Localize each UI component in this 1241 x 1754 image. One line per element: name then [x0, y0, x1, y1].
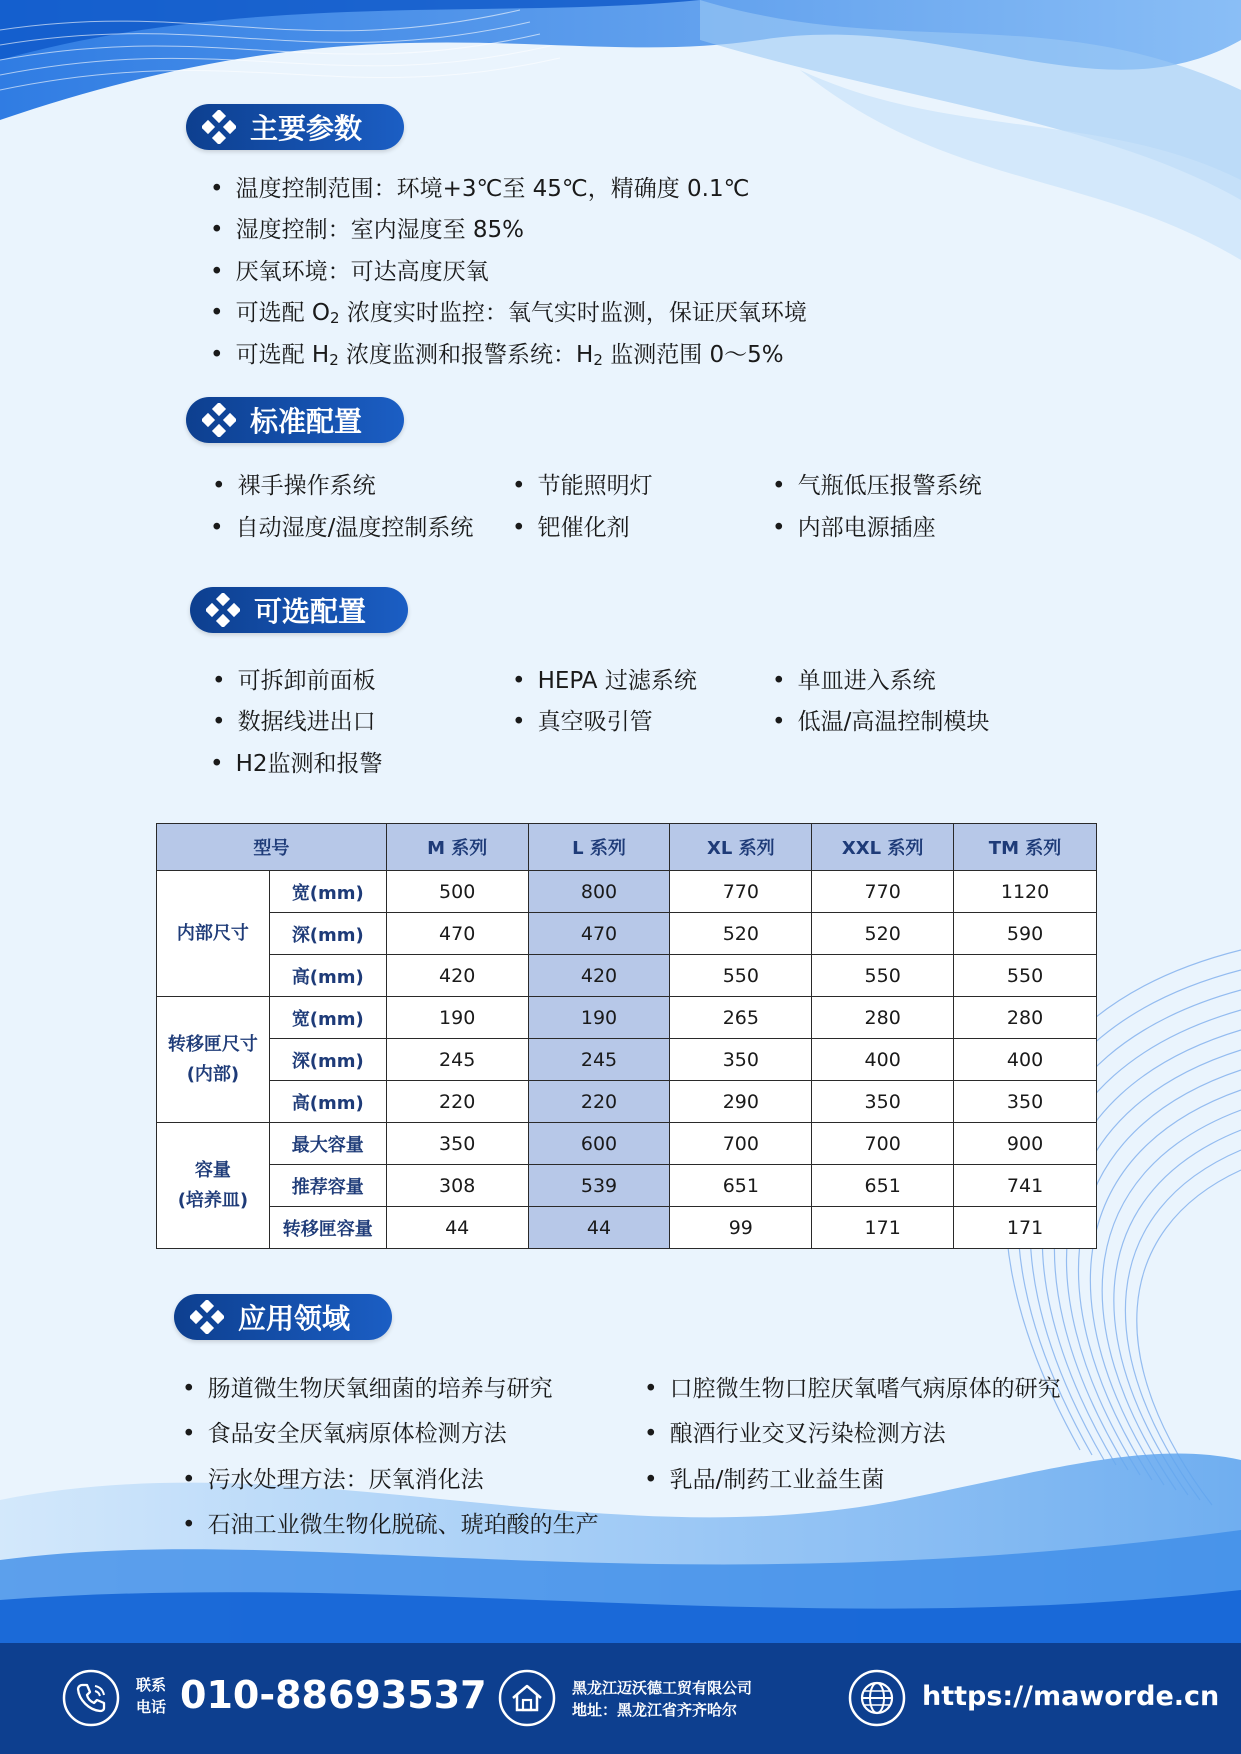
table-cell: 1120 [954, 871, 1097, 913]
param-item: • 厌氧环境：可达高度厌氧 [210, 257, 489, 287]
table-row [157, 1081, 1097, 1123]
application-item: • 污水处理方法：厌氧消化法 [182, 1465, 484, 1495]
table-cell: 420 [386, 955, 528, 997]
table-row [157, 871, 1097, 913]
table-row [157, 1165, 1097, 1207]
section-title-text: 可选配置 [254, 595, 367, 628]
table-cell: 470 [386, 913, 528, 955]
diamond-bullet-icon [202, 403, 236, 437]
website-link[interactable]: https://maworde.cn [922, 1681, 1220, 1712]
table-cell: 44 [386, 1207, 528, 1249]
table-cell: 800 [528, 871, 670, 913]
application-item: • 肠道微生物厌氧细菌的培养与研究 [182, 1374, 553, 1404]
table-cell: 600 [528, 1123, 670, 1165]
standard-item: • 内部电源插座 [772, 513, 936, 543]
table-row [157, 997, 1097, 1039]
standard-item: • 节能照明灯 [512, 471, 653, 501]
table-header: M 系列 [386, 824, 528, 871]
row-label: 最大容量 [269, 1123, 386, 1165]
table-cell: 220 [528, 1081, 670, 1123]
application-item: • 口腔微生物口腔厌氧嗜气病原体的研究 [644, 1374, 1061, 1404]
table-cell: 308 [386, 1165, 528, 1207]
optional-item: • 低温/高温控制模块 [772, 707, 989, 737]
table-cell: 539 [528, 1165, 670, 1207]
table-cell: 550 [812, 955, 954, 997]
diamond-bullet-icon [206, 593, 240, 627]
diamond-bullet-icon [190, 1300, 224, 1334]
table-cell: 420 [528, 955, 670, 997]
table-cell: 741 [954, 1165, 1097, 1207]
row-label: 宽(mm) [269, 997, 386, 1039]
param-item: • 可选配 $H_2$ 浓度监测和报警系统：$H_2$ 监测范围 0～5% [210, 340, 784, 375]
table-header: 型号 [157, 824, 387, 871]
group-label: 转移匣尺寸 (内部) [157, 997, 270, 1123]
phone-number[interactable]: 010-88693537 [180, 1673, 487, 1717]
table-cell: 171 [812, 1207, 954, 1249]
table-cell: 700 [812, 1123, 954, 1165]
optional-item: • 数据线进出口 [212, 707, 376, 737]
section-title-standard [186, 397, 404, 443]
application-item: • 酿酒行业交叉污染检测方法 [644, 1419, 946, 1449]
section-title-text: 标准配置 [250, 405, 363, 438]
optional-item: • 真空吸引管 [512, 707, 653, 737]
spec-table [156, 823, 1097, 1249]
table-cell: 651 [670, 1165, 812, 1207]
table-cell: 550 [954, 955, 1097, 997]
table-header: TM 系列 [954, 824, 1097, 871]
section-title-main-params [186, 104, 404, 150]
table-cell: 520 [670, 913, 812, 955]
table-cell: 350 [386, 1123, 528, 1165]
param-item: • 湿度控制：室内湿度至 85% [210, 215, 524, 245]
table-header-row [157, 824, 1097, 871]
company-address: 地址：黑龙江省齐齐哈尔 [572, 1701, 738, 1719]
company-info [572, 1677, 752, 1721]
row-label: 深(mm) [269, 1039, 386, 1081]
table-cell: 290 [670, 1081, 812, 1123]
section-title-text: 主要参数 [250, 112, 363, 145]
group-label: 内部尺寸 [157, 871, 270, 997]
param-item: • 可选配 $O_2$ 浓度实时监控：氧气实时监测，保证厌氧环境 [210, 298, 807, 333]
table-cell: 700 [670, 1123, 812, 1165]
section-title-applications [174, 1294, 392, 1340]
table-cell: 400 [954, 1039, 1097, 1081]
footer [0, 1643, 1241, 1754]
table-row [157, 955, 1097, 997]
table-cell: 280 [954, 997, 1097, 1039]
table-cell: 500 [386, 871, 528, 913]
row-label: 高(mm) [269, 1081, 386, 1123]
application-item: • 石油工业微生物化脱硫、琥珀酸的生产 [182, 1510, 599, 1540]
table-cell: 651 [812, 1165, 954, 1207]
table-cell: 770 [670, 871, 812, 913]
row-label: 高(mm) [269, 955, 386, 997]
row-label: 推荐容量 [269, 1165, 386, 1207]
table-cell: 265 [670, 997, 812, 1039]
application-item: • 食品安全厌氧病原体检测方法 [182, 1419, 507, 1449]
optional-item: • 可拆卸前面板 [212, 666, 376, 696]
table-cell: 470 [528, 913, 670, 955]
standard-item: • 裸手操作系统 [212, 471, 376, 501]
table-cell: 350 [670, 1039, 812, 1081]
application-item: • 乳品/制药工业益生菌 [644, 1465, 884, 1495]
globe-icon [848, 1669, 906, 1727]
optional-item: • HEPA 过滤系统 [512, 666, 697, 696]
table-cell: 171 [954, 1207, 1097, 1249]
table-cell: 900 [954, 1123, 1097, 1165]
table-cell: 44 [528, 1207, 670, 1249]
table-header: L 系列 [528, 824, 670, 871]
row-label: 转移匣容量 [269, 1207, 386, 1249]
optional-item: • H2监测和报警 [210, 749, 383, 779]
table-cell: 400 [812, 1039, 954, 1081]
row-label: 宽(mm) [269, 871, 386, 913]
table-cell: 99 [670, 1207, 812, 1249]
table-header: XL 系列 [670, 824, 812, 871]
table-header: XXL 系列 [812, 824, 954, 871]
table-cell: 245 [528, 1039, 670, 1081]
contact-label: 联系 电话 [136, 1676, 167, 1716]
table-cell: 220 [386, 1081, 528, 1123]
standard-item: • 气瓶低压报警系统 [772, 471, 982, 501]
company-name: 黑龙江迈沃德工贸有限公司 [572, 1679, 753, 1697]
standard-item: • 自动湿度/温度控制系统 [210, 513, 473, 543]
table-row [157, 1039, 1097, 1081]
home-icon [498, 1669, 556, 1727]
table-cell: 280 [812, 997, 954, 1039]
section-title-optional [190, 587, 408, 633]
diamond-bullet-icon [202, 110, 236, 144]
param-item: • 温度控制范围：环境+3℃至 45℃，精确度 0.1℃ [210, 174, 749, 204]
optional-item: • 单皿进入系统 [772, 666, 936, 696]
standard-item: • 钯催化剂 [512, 513, 630, 543]
table-cell: 550 [670, 955, 812, 997]
table-cell: 770 [812, 871, 954, 913]
table-cell: 190 [386, 997, 528, 1039]
group-label: 容量 (培养皿) [157, 1123, 270, 1249]
table-cell: 350 [812, 1081, 954, 1123]
phone-icon [62, 1669, 120, 1727]
row-label: 深(mm) [269, 913, 386, 955]
table-cell: 350 [954, 1081, 1097, 1123]
section-title-text: 应用领域 [238, 1302, 351, 1335]
table-cell: 245 [386, 1039, 528, 1081]
table-row [157, 913, 1097, 955]
table-row [157, 1207, 1097, 1249]
table-cell: 520 [812, 913, 954, 955]
table-cell: 190 [528, 997, 670, 1039]
table-cell: 590 [954, 913, 1097, 955]
table-row [157, 1123, 1097, 1165]
